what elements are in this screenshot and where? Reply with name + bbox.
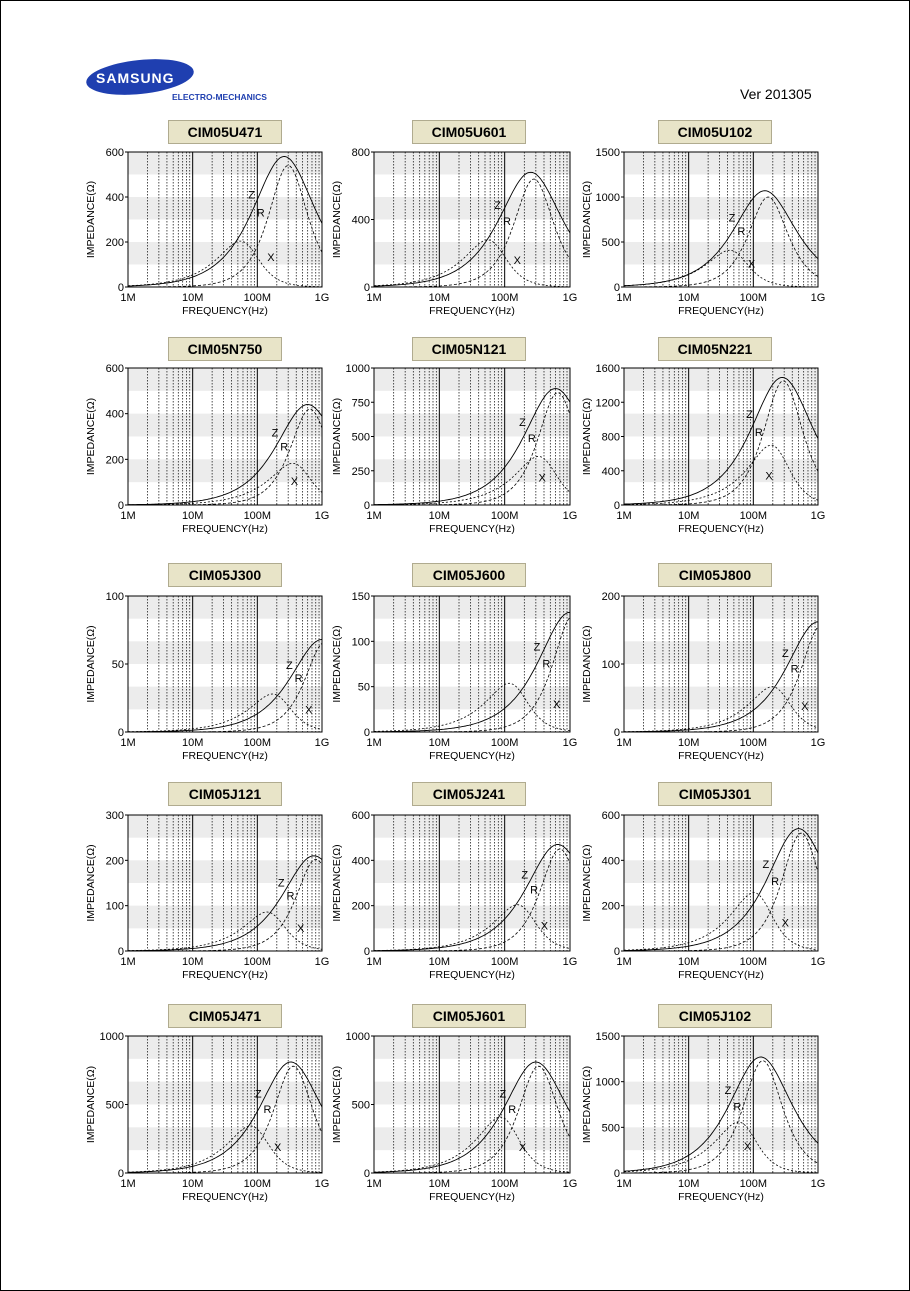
x-tick-label: 10M <box>181 292 204 304</box>
x-axis-label: FREQUENCY(Hz) <box>678 305 764 317</box>
x-tick-label: 100M <box>739 1178 768 1190</box>
x-tick-label: 1M <box>616 292 632 304</box>
y-tick-label: 100 <box>105 900 124 913</box>
series-z-line <box>624 377 818 504</box>
series-label-x: X <box>781 917 790 930</box>
x-tick-label: 10M <box>677 956 700 968</box>
series-z-line <box>624 1057 818 1171</box>
x-tick-label: 10M <box>428 1178 451 1190</box>
y-axis-label: IMPEDANCE(Ω) <box>581 625 593 703</box>
series-label-z: Z <box>746 409 753 422</box>
x-tick-label: 1G <box>562 737 578 749</box>
series-r-line <box>374 179 570 287</box>
y-axis-label: IMPEDANCE(Ω) <box>85 844 97 922</box>
series-label-r: R <box>737 225 746 238</box>
x-tick-label: 10M <box>428 292 451 304</box>
series-label-r: R <box>294 673 303 686</box>
x-tick-label: 1M <box>616 510 632 522</box>
y-tick-label: 500 <box>105 1099 124 1112</box>
grid-band <box>624 152 818 175</box>
y-tick-label: 400 <box>105 408 124 421</box>
chart-title: CIM05U601 <box>412 120 526 144</box>
series-label-z: Z <box>519 416 526 429</box>
series-label-x: X <box>765 470 773 483</box>
y-axis-label: IMPEDANCE(Ω) <box>85 397 97 476</box>
y-tick-label: 1000 <box>345 363 370 375</box>
grid-band <box>128 197 322 220</box>
grid-band <box>624 596 818 619</box>
y-tick-label: 600 <box>105 147 124 159</box>
y-tick-label: 1500 <box>595 147 620 159</box>
y-axis-label: IMPEDANCE(Ω) <box>581 397 593 476</box>
y-tick-label: 300 <box>105 810 124 822</box>
y-tick-label: 0 <box>363 727 370 739</box>
series-label-x: X <box>540 920 549 933</box>
series-r-line <box>624 833 818 951</box>
x-axis-label: FREQUENCY(Hz) <box>429 750 515 762</box>
series-z-line <box>374 389 570 505</box>
x-tick-label: 1G <box>810 737 826 749</box>
impedance-chart <box>78 803 334 985</box>
series-r-line <box>374 617 570 732</box>
chart-title: CIM05J800 <box>658 563 772 587</box>
series-label-z: Z <box>781 648 789 661</box>
logo-sub-text: ELECTRO-MECHANICS <box>172 92 267 102</box>
y-tick-label: 500 <box>351 431 370 444</box>
chart-title: CIM05U471 <box>168 120 282 144</box>
series-z-line <box>624 622 818 732</box>
x-tick-label: 1M <box>616 1178 632 1190</box>
y-axis-label: IMPEDANCE(Ω) <box>85 1065 97 1144</box>
grid-band <box>128 1082 322 1105</box>
x-tick-label: 10M <box>677 292 700 304</box>
grid-band <box>374 687 570 710</box>
y-tick-label: 0 <box>117 727 124 739</box>
version-label: Ver 201305 <box>740 86 812 102</box>
x-tick-label: 1G <box>562 956 578 968</box>
y-tick-label: 100 <box>601 659 620 671</box>
series-label-z: Z <box>277 877 285 890</box>
grid-band <box>624 860 818 883</box>
x-tick-label: 1M <box>120 956 136 968</box>
y-tick-label: 250 <box>351 465 370 478</box>
y-tick-label: 1000 <box>595 1076 620 1089</box>
series-label-z: Z <box>762 858 770 871</box>
grid-band <box>624 459 818 482</box>
series-label-r: R <box>733 1101 742 1114</box>
x-tick-label: 1M <box>366 956 382 968</box>
x-tick-label: 100M <box>490 956 519 968</box>
x-tick-label: 100M <box>490 1178 519 1190</box>
x-tick-label: 10M <box>428 737 451 749</box>
y-tick-label: 200 <box>351 900 370 913</box>
x-tick-label: 1M <box>120 510 136 522</box>
x-tick-label: 10M <box>677 510 700 522</box>
x-tick-label: 100M <box>243 510 272 522</box>
series-label-x: X <box>305 704 313 717</box>
x-tick-label: 1G <box>314 737 330 749</box>
series-label-r: R <box>754 427 763 440</box>
y-tick-label: 0 <box>117 282 124 294</box>
grid-band <box>128 368 322 391</box>
x-axis-label: FREQUENCY(Hz) <box>182 523 268 535</box>
grid-band <box>624 197 818 220</box>
series-label-r: R <box>508 1104 517 1117</box>
series-r-line <box>128 166 322 288</box>
y-axis-label: IMPEDANCE(Ω) <box>331 625 343 703</box>
x-tick-label: 10M <box>181 737 204 749</box>
grid-band <box>128 815 322 838</box>
grid-band <box>128 906 322 929</box>
y-axis-label: IMPEDANCE(Ω) <box>331 180 343 259</box>
chart-title: CIM05J600 <box>412 563 526 587</box>
grid-band <box>374 368 570 391</box>
chart-title: CIM05J121 <box>168 782 282 806</box>
impedance-chart <box>78 140 334 321</box>
x-tick-label: 1M <box>616 737 632 749</box>
series-label-r: R <box>771 875 780 888</box>
grid-band <box>624 1036 818 1059</box>
y-tick-label: 0 <box>117 1168 124 1180</box>
grid-band <box>128 860 322 883</box>
impedance-chart <box>574 356 830 539</box>
x-tick-label: 1G <box>314 1178 330 1190</box>
y-tick-label: 600 <box>105 363 124 375</box>
y-axis-label: IMPEDANCE(Ω) <box>85 625 97 703</box>
series-r-line <box>624 381 818 505</box>
y-tick-label: 1000 <box>99 1031 124 1043</box>
x-axis-label: FREQUENCY(Hz) <box>678 523 764 535</box>
y-axis-label: IMPEDANCE(Ω) <box>331 1065 343 1144</box>
series-label-z: Z <box>728 212 736 225</box>
grid-band <box>374 815 570 838</box>
y-tick-label: 600 <box>351 810 370 822</box>
chart-title: CIM05J471 <box>168 1004 282 1028</box>
grid-band <box>374 1082 570 1105</box>
impedance-chart <box>78 584 334 766</box>
x-tick-label: 1M <box>366 292 382 304</box>
grid-band <box>374 641 570 664</box>
series-label-r: R <box>530 884 539 897</box>
y-tick-label: 0 <box>613 946 620 958</box>
series-label-z: Z <box>724 1085 732 1098</box>
x-tick-label: 1M <box>366 1178 382 1190</box>
x-tick-label: 10M <box>181 956 204 968</box>
y-tick-label: 0 <box>363 946 370 958</box>
grid-band <box>624 815 818 838</box>
y-tick-label: 800 <box>351 147 370 159</box>
series-label-x: X <box>747 258 756 271</box>
grid-band <box>128 1127 322 1150</box>
x-axis-label: FREQUENCY(Hz) <box>678 750 764 762</box>
y-tick-label: 0 <box>117 500 124 512</box>
series-r-line <box>624 1061 818 1173</box>
y-tick-label: 200 <box>601 900 620 913</box>
y-tick-label: 0 <box>613 282 620 294</box>
grid-band <box>624 1082 818 1105</box>
y-tick-label: 400 <box>351 855 370 868</box>
grid-band <box>128 596 322 619</box>
impedance-chart <box>574 140 830 321</box>
series-label-r: R <box>527 433 536 446</box>
series-label-r: R <box>263 1104 272 1117</box>
y-tick-label: 0 <box>363 500 370 512</box>
y-tick-label: 400 <box>601 855 620 868</box>
x-axis-label: FREQUENCY(Hz) <box>429 969 515 981</box>
x-tick-label: 10M <box>428 510 451 522</box>
y-axis-label: IMPEDANCE(Ω) <box>581 844 593 922</box>
series-label-r: R <box>503 216 512 229</box>
impedance-chart <box>324 356 582 539</box>
grid-band <box>374 197 570 220</box>
chart-title: CIM05N750 <box>168 337 282 361</box>
x-axis-label: FREQUENCY(Hz) <box>182 969 268 981</box>
x-tick-label: 1G <box>810 510 826 522</box>
chart-title: CIM05J102 <box>658 1004 772 1028</box>
series-label-z: Z <box>499 1088 507 1101</box>
x-tick-label: 10M <box>428 956 451 968</box>
series-label-r: R <box>256 207 265 220</box>
series-label-x: X <box>267 251 275 264</box>
y-axis-label: IMPEDANCE(Ω) <box>85 180 97 259</box>
y-tick-label: 200 <box>105 454 124 467</box>
x-tick-label: 100M <box>739 510 768 522</box>
y-tick-label: 1500 <box>595 1031 620 1043</box>
chart-title: CIM05N121 <box>412 337 526 361</box>
x-tick-label: 10M <box>677 1178 700 1190</box>
x-tick-label: 1G <box>562 292 578 304</box>
chart-title: CIM05U102 <box>658 120 772 144</box>
series-label-r: R <box>790 663 799 676</box>
y-tick-label: 400 <box>351 214 370 227</box>
x-axis-label: FREQUENCY(Hz) <box>182 750 268 762</box>
y-tick-label: 0 <box>613 727 620 739</box>
grid-band <box>624 641 818 664</box>
x-tick-label: 100M <box>243 1178 272 1190</box>
x-tick-label: 1G <box>562 510 578 522</box>
grid-band <box>374 242 570 268</box>
y-axis-label: IMPEDANCE(Ω) <box>581 180 593 259</box>
x-tick-label: 100M <box>739 737 768 749</box>
impedance-chart <box>78 1024 334 1207</box>
y-tick-label: 400 <box>601 465 620 478</box>
series-label-x: X <box>297 922 305 935</box>
impedance-chart <box>574 803 830 985</box>
series-label-x: X <box>518 1141 527 1154</box>
grid-band <box>624 414 818 440</box>
series-z-line <box>374 172 570 286</box>
x-tick-label: 100M <box>243 737 272 749</box>
series-label-x: X <box>538 472 546 485</box>
x-tick-label: 1G <box>810 956 826 968</box>
series-label-z: Z <box>521 869 529 882</box>
x-tick-label: 100M <box>739 956 768 968</box>
y-tick-label: 400 <box>105 192 124 204</box>
series-label-r: R <box>286 890 295 903</box>
grid-band <box>128 242 322 265</box>
x-axis-label: FREQUENCY(Hz) <box>678 1191 764 1203</box>
x-tick-label: 1M <box>120 737 136 749</box>
y-tick-label: 0 <box>363 1168 370 1180</box>
x-tick-label: 1G <box>314 956 330 968</box>
y-axis-label: IMPEDANCE(Ω) <box>581 1065 593 1144</box>
x-tick-label: 1G <box>314 292 330 304</box>
grid-band <box>374 152 570 175</box>
x-tick-label: 1M <box>120 292 136 304</box>
y-tick-label: 500 <box>601 1122 620 1135</box>
chart-title: CIM05N221 <box>658 337 772 361</box>
x-tick-label: 100M <box>490 292 519 304</box>
y-tick-label: 0 <box>363 282 370 294</box>
grid-band <box>374 1127 570 1150</box>
x-tick-label: 100M <box>490 510 519 522</box>
y-tick-label: 0 <box>117 946 124 958</box>
series-z-line <box>374 1062 570 1172</box>
series-z-line <box>128 1062 322 1172</box>
chart-title: CIM05J241 <box>412 782 526 806</box>
x-tick-label: 1M <box>120 1178 136 1190</box>
x-tick-label: 1G <box>314 510 330 522</box>
y-tick-label: 750 <box>351 397 370 410</box>
series-label-x: X <box>801 700 809 713</box>
series-label-x: X <box>290 475 299 488</box>
x-axis-label: FREQUENCY(Hz) <box>678 969 764 981</box>
series-label-x: X <box>743 1140 752 1153</box>
series-label-z: Z <box>271 427 279 440</box>
x-tick-label: 100M <box>490 737 519 749</box>
series-z-line <box>624 829 818 951</box>
impedance-chart <box>324 140 582 321</box>
x-axis-label: FREQUENCY(Hz) <box>429 1191 515 1203</box>
x-tick-label: 100M <box>243 292 272 304</box>
series-z-line <box>374 612 570 732</box>
x-axis-label: FREQUENCY(Hz) <box>429 523 515 535</box>
y-tick-label: 1200 <box>595 397 620 410</box>
x-tick-label: 10M <box>181 510 204 522</box>
y-tick-label: 50 <box>111 659 124 671</box>
x-tick-label: 10M <box>181 1178 204 1190</box>
x-axis-label: FREQUENCY(Hz) <box>429 305 515 317</box>
series-z-line <box>128 157 322 287</box>
chart-title: CIM05J601 <box>412 1004 526 1028</box>
x-tick-label: 1G <box>562 1178 578 1190</box>
y-axis-label: IMPEDANCE(Ω) <box>331 397 343 476</box>
series-label-r: R <box>542 658 551 671</box>
x-tick-label: 1M <box>366 737 382 749</box>
grid-band <box>128 1036 322 1059</box>
grid-band <box>128 687 322 710</box>
impedance-chart <box>324 584 582 766</box>
y-tick-label: 0 <box>613 500 620 512</box>
series-label-z: Z <box>248 189 255 202</box>
y-tick-label: 150 <box>351 591 370 603</box>
chart-title: CIM05J300 <box>168 563 282 587</box>
x-tick-label: 100M <box>243 956 272 968</box>
series-label-x: X <box>273 1141 282 1154</box>
series-label-x: X <box>513 255 522 268</box>
y-tick-label: 100 <box>351 636 370 649</box>
y-tick-label: 800 <box>601 431 620 444</box>
series-label-x: X <box>552 699 561 712</box>
series-label-z: Z <box>533 641 541 654</box>
y-tick-label: 100 <box>105 591 124 603</box>
series-r-line <box>374 393 570 505</box>
impedance-chart <box>574 1024 830 1207</box>
y-tick-label: 500 <box>351 1099 370 1112</box>
grid-band <box>374 414 570 437</box>
impedance-chart <box>574 584 830 766</box>
grid-band <box>128 641 322 664</box>
y-tick-label: 1000 <box>595 192 620 204</box>
x-tick-label: 1M <box>366 510 382 522</box>
grid-band <box>624 1127 818 1150</box>
x-tick-label: 100M <box>739 292 768 304</box>
logo-brand-text: SAMSUNG <box>96 70 175 86</box>
series-label-r: R <box>280 441 289 454</box>
x-tick-label: 10M <box>677 737 700 749</box>
y-tick-label: 1000 <box>345 1031 370 1043</box>
series-label-z: Z <box>494 199 502 212</box>
y-tick-label: 200 <box>601 591 620 603</box>
grid-band <box>374 1036 570 1059</box>
y-tick-label: 1600 <box>595 363 620 375</box>
impedance-chart <box>324 1024 582 1207</box>
x-axis-label: FREQUENCY(Hz) <box>182 305 268 317</box>
x-axis-label: FREQUENCY(Hz) <box>182 1191 268 1203</box>
grid-band <box>624 368 818 391</box>
impedance-chart <box>78 356 334 539</box>
grid-band <box>374 596 570 619</box>
impedance-chart <box>324 803 582 985</box>
y-axis-label: IMPEDANCE(Ω) <box>331 844 343 922</box>
y-tick-label: 50 <box>357 681 370 694</box>
y-tick-label: 200 <box>105 237 124 249</box>
chart-title: CIM05J301 <box>658 782 772 806</box>
y-tick-label: 200 <box>105 855 124 868</box>
x-tick-label: 1G <box>810 292 826 304</box>
y-tick-label: 500 <box>601 237 620 249</box>
grid-band <box>374 860 570 883</box>
series-label-z: Z <box>254 1088 262 1101</box>
y-tick-label: 600 <box>601 810 620 822</box>
x-tick-label: 1M <box>616 956 632 968</box>
y-tick-label: 0 <box>613 1168 620 1180</box>
series-label-z: Z <box>285 660 293 673</box>
x-tick-label: 1G <box>810 1178 826 1190</box>
